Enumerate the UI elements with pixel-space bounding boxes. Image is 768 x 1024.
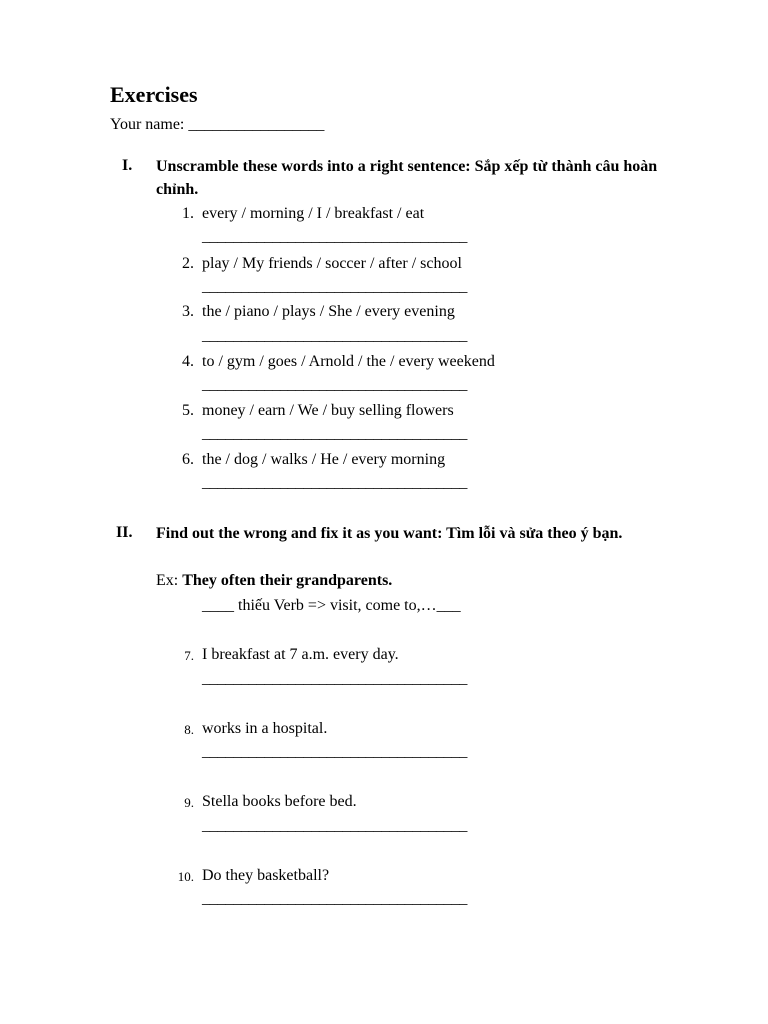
item-9-answer-line[interactable]: __________________________________: [202, 817, 468, 834]
example-sentence: They often their grandparents.: [182, 572, 393, 589]
item-6-number: 6.: [182, 451, 194, 468]
item-8-text: works in a hospital.: [202, 720, 328, 737]
item-1-number: 1.: [182, 205, 194, 222]
item-4-answer-line[interactable]: __________________________________: [202, 376, 468, 393]
item-5-text: money / earn / We / buy selling flowers: [202, 402, 454, 419]
item-10-text: Do they basketball?: [202, 867, 330, 884]
item-6-text: the / dog / walks / He / every morning: [202, 451, 446, 468]
item-5-number: 5.: [182, 402, 194, 419]
item-6-answer-line[interactable]: __________________________________: [202, 474, 468, 491]
page-title: Exercises: [110, 82, 198, 107]
item-10-answer-line[interactable]: __________________________________: [202, 890, 468, 907]
example-prefix: Ex:: [156, 572, 183, 589]
section-1-number: I.: [122, 157, 133, 174]
example-answer: ____ thiếu Verb => visit, come to,…___: [202, 597, 461, 614]
item-7-number: 7.: [184, 648, 194, 663]
item-2-answer-line[interactable]: __________________________________: [202, 278, 468, 295]
item-7-text: I breakfast at 7 a.m. every day.: [202, 646, 399, 663]
section-2-number: II.: [116, 524, 133, 541]
item-8-number: 8.: [184, 722, 194, 737]
example-line: [156, 572, 392, 590]
item-2-number: 2.: [182, 255, 194, 272]
item-9-text: Stella books before bed.: [202, 793, 357, 810]
name-field[interactable]: Your name: _________________: [110, 116, 325, 133]
item-1-text: every / morning / I / breakfast / eat: [202, 205, 425, 222]
item-3-answer-line[interactable]: __________________________________: [202, 327, 468, 344]
item-7-answer-line[interactable]: __________________________________: [202, 670, 468, 687]
item-3-text: the / piano / plays / She / every evening: [202, 303, 455, 320]
item-1-answer-line[interactable]: __________________________________: [202, 228, 468, 245]
section-2-heading: Find out the wrong and fix it as you want: Tìm lỗi và sửa theo ý bạn.: [156, 525, 623, 542]
item-9-number: 9.: [184, 795, 194, 810]
section-1-heading: Unscramble these words into a right sentence: Sắp xếp từ thành câu hoàn chỉnh.: [156, 158, 658, 198]
item-3-number: 3.: [182, 303, 194, 320]
item-4-text: to / gym / goes / Arnold / the / every weekend: [202, 353, 495, 370]
item-10-number: 10.: [177, 869, 194, 884]
item-4-number: 4.: [182, 353, 194, 370]
item-5-answer-line[interactable]: __________________________________: [202, 425, 468, 442]
item-8-answer-line[interactable]: __________________________________: [202, 743, 468, 760]
item-2-text: play / My friends / soccer / after / school: [202, 255, 462, 272]
